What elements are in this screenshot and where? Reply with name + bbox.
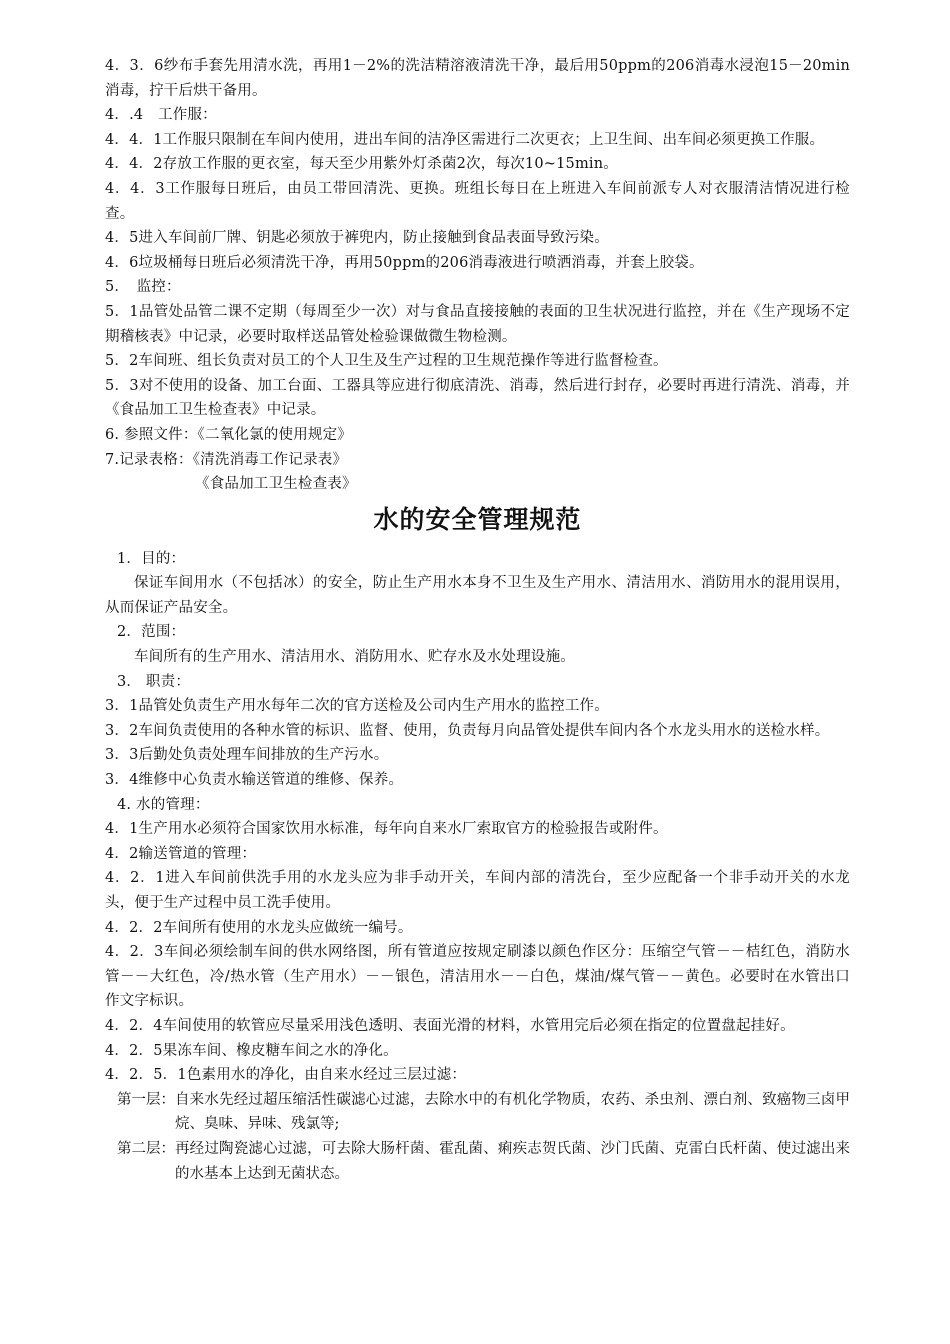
section-1-heading: 1．目的： bbox=[117, 550, 186, 567]
clause-5-3: 5．3对不使用的设备、加工台面、工器具等应进行彻底清洗、消毒，然后进行封存，必要时再进行清洗、消毒，并《食品加工卫生检查表》中记录。 bbox=[105, 377, 850, 419]
section-water bbox=[105, 547, 850, 1186]
section-2-heading: 2．范围： bbox=[117, 624, 186, 641]
clause-4-2-2: 4．2．2车间所有使用的水龙头应做统一编号。 bbox=[105, 919, 413, 936]
clause-5-2: 5．2车间班、组长负责对员工的个人卫生及生产过程的卫生规范操作等进行监督检查。 bbox=[105, 353, 668, 370]
section-3-heading: 3． 职责： bbox=[117, 673, 191, 690]
document-page bbox=[105, 54, 850, 1186]
section-1-body: 保证车间用水（不包括冰）的安全，防止生产用水本身不卫生及生产用水、清洁用水、消防用水的混用误用，从而保证产品安全。 bbox=[105, 575, 850, 616]
clause-5-1: 5．1品管处品管二课不定期（每周至少一次）对与食品直接接触的表面的卫生状况进行监控，并在《生产现场不定期稽核表》中记录，必要时取样送品管处检验课做微生物检测。 bbox=[105, 303, 850, 345]
clause-4-2-5: 4．2．5果冻车间、橡皮糖车间之水的净化。 bbox=[105, 1042, 398, 1059]
clause-4-2-1: 4．2．1进入车间前供洗手用的水龙头应为非手动开关，车间内部的清洗台，至少应配备一个非手动开关的水龙头，便于生产过程中员工洗手使用。 bbox=[105, 870, 850, 911]
clause-3-1: 3．1品管处负责生产用水每年二次的官方送检及公司内生产用水的监控工作。 bbox=[105, 698, 609, 715]
clause-6-reference: 6. 参照文件：《二氧化氯的使用规定》 bbox=[105, 426, 352, 443]
filter-layer-text: 自来水先经过超压缩活性碳滤心过滤，去除水中的有机化学物质，农药、杀虫剂、漂白剂、致癌物三卤甲烷、臭味、异味、残氯等; bbox=[175, 1091, 850, 1133]
clause-4-3-6: 4．3．6纱布手套先用清水洗，再用1－2%的洗洁精溶液清洗干净，最后用50ppm的206消毒水浸泡15－20min消毒，拧干后烘干备用。 bbox=[105, 58, 850, 99]
filter-layer-2 bbox=[117, 1137, 850, 1186]
clause-5: 5． 监控： bbox=[105, 279, 181, 296]
section-4-heading: 4. 水的管理： bbox=[117, 796, 210, 813]
filter-layer-label: 第一层： bbox=[117, 1091, 175, 1108]
clause-4-4-3: 4．4．3工作服每日班后，由员工带回清洗、更换。班组长每日在上班进入车间前派专人对衣服清洁情况进行检查。 bbox=[105, 180, 850, 222]
clause-4-2-3: 4．2．3车间必须绘制车间的供水网络图，所有管道应按规定刷漆以颜色作区分：压缩空气管－－桔红色，消防水管－－大红色，冷/热水管（生产用水）－－银色，清洁用水－－白色，煤油/煤气管－－黄色。必要时在水管出口作文字标识。 bbox=[105, 944, 850, 1010]
clause-3-4: 3．4维修中心负责水输送管道的维修、保养。 bbox=[105, 772, 404, 789]
clause-4-4: 4．.4 工作服： bbox=[105, 107, 217, 124]
clause-4-5: 4．5进入车间前厂牌、钥匙必须放于裤兜内，防止接触到食品表面导致污染。 bbox=[105, 230, 609, 247]
clause-7-records-extra: 《食品加工卫生检查表》 bbox=[195, 476, 357, 493]
clause-4-6: 4．6垃圾桶每日班后必须清洗干净，再用50ppm的206消毒液进行喷洒消毒，并套上胶袋。 bbox=[105, 254, 704, 271]
filter-layer-label: 第二层： bbox=[117, 1140, 175, 1157]
clause-3-2: 3．2车间负责使用的各种水管的标识、监督、使用，负责每月向品管处提供车间内各个水龙头用水的送检水样。 bbox=[105, 722, 830, 739]
section-top bbox=[105, 54, 850, 497]
clause-4-2-5-1: 4．2．5．1色素用水的净化，由自来水经过三层过滤： bbox=[105, 1067, 467, 1084]
section-2-body: 车间所有的生产用水、清洁用水、消防用水、贮存水及水处理设施。 bbox=[134, 649, 575, 666]
filter-layer-1 bbox=[117, 1088, 850, 1137]
clause-4-1: 4．1生产用水必须符合国家饮用水标准，每年向自来水厂索取官方的检验报告或附件。 bbox=[105, 821, 668, 838]
clause-4-2-4: 4．2．4车间使用的软管应尽量采用浅色透明、表面光滑的材料，水管用完后必须在指定的位置盘起挂好。 bbox=[105, 1017, 795, 1034]
filter-layer-text: 再经过陶瓷滤心过滤，可去除大肠杆菌、霍乱菌、痢疾志贺氏菌、沙门氏菌、克雷白氏杆菌、使过滤出来的水基本上达到无菌状态。 bbox=[175, 1140, 850, 1182]
clause-7-records: 7.记录表格：《清洗消毒工作记录表》 bbox=[105, 451, 348, 468]
clause-4-4-2: 4．4．2存放工作服的更衣室，每天至少用紫外灯杀菌2次，每次10~15min。 bbox=[105, 156, 618, 173]
clause-4-2: 4．2输送管道的管理： bbox=[105, 845, 257, 862]
clause-3-3: 3．3后勤处负责处理车间排放的生产污水。 bbox=[105, 747, 389, 764]
document-title: 水的安全管理规范 bbox=[373, 504, 582, 534]
clause-4-4-1: 4．4．1工作服只限制在车间内使用，进出车间的洁净区需进行二次更衣；上卫生间、出车间必须更换工作服。 bbox=[105, 131, 825, 148]
